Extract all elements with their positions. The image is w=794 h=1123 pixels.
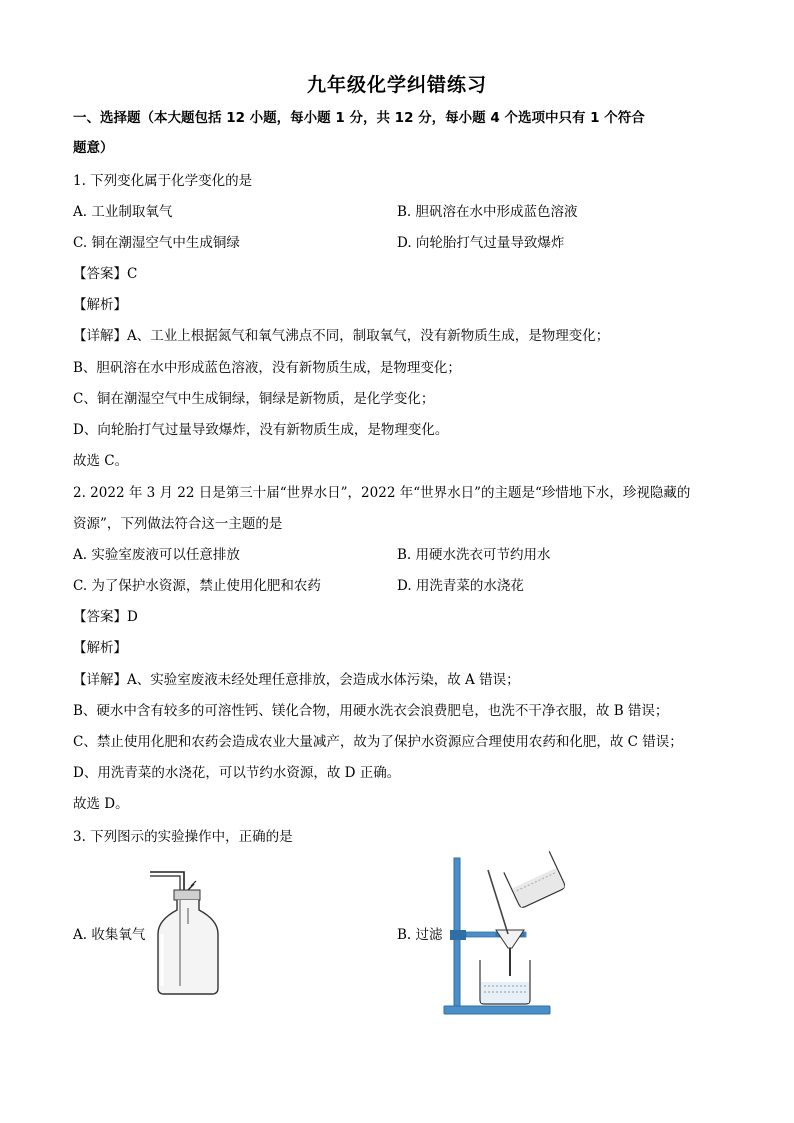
q2-detail-line: C、禁止使用化肥和农药会造成农业大量减产，故为了保护水资源应合理使用农药和化肥，故 C 错误； (73, 734, 683, 750)
q1-option-d: D. 向轮胎打气过量导致爆炸 (397, 235, 565, 251)
q2-answer: 【答案】D (73, 609, 138, 625)
q3-stem: 3. 下列图示的实验操作中，正确的是 (73, 829, 293, 845)
page-title: 九年级化学纠错练习 (306, 74, 487, 96)
q1-stem: 1. 下列变化属于化学变化的是 (73, 173, 253, 189)
q2-detail-line: B、硬水中含有较多的可溶性钙、镁化合物，用硬水洗衣会浪费肥皂，也洗不干净衣服，故 B 错误； (73, 703, 669, 719)
q3-option-a: A. 收集氧气 (73, 927, 146, 943)
q2-option-b: B. 用硬水洗衣可节约用水 (397, 547, 551, 563)
q1-detail-line: B、胆矾溶在水中形成蓝色溶液，没有新物质生成，是物理变化； (73, 360, 461, 376)
filtration-apparatus-figure (440, 850, 565, 1020)
q2-conclusion: 故选 D。 (73, 796, 129, 812)
q1-detail-line: 【详解】A、工业上根据氮气和氧气沸点不同，制取氧气，没有新物质生成，是物理变化； (73, 328, 610, 344)
q2-detail-line: 【详解】A、实验室废液未经处理任意排放，会造成水体污染，故 A 错误； (73, 672, 520, 688)
q2-detail-line: D、用洗青菜的水浇花，可以节约水资源，故 D 正确。 (73, 765, 401, 781)
q3-option-b: B. 过滤 (397, 927, 443, 943)
q2-option-c: C. 为了保护水资源，禁止使用化肥和农药 (73, 578, 321, 594)
q2-stem-line2: 资源”，下列做法符合这一主题的是 (73, 516, 283, 532)
q1-analysis-label: 【解析】 (73, 297, 127, 313)
section-heading-line1: 一、选择题（本大题包括 12 小题，每小题 1 分，共 12 分，每小题 4 个选项中只有 1 个符合 (73, 110, 645, 126)
gas-collection-bottle-figure (144, 868, 224, 998)
q1-detail-line: D、向轮胎打气过量导致爆炸，没有新物质生成，是物理变化。 (73, 422, 449, 438)
q1-option-b: B. 胆矾溶在水中形成蓝色溶液 (397, 204, 578, 220)
q2-option-d: D. 用洗青菜的水浇花 (397, 578, 524, 594)
q1-answer: 【答案】C (73, 266, 138, 282)
q1-detail-line: C、铜在潮湿空气中生成铜绿，铜绿是新物质，是化学变化； (73, 391, 435, 407)
q1-option-a: A. 工业制取氧气 (73, 204, 173, 220)
q1-conclusion: 故选 C。 (73, 453, 129, 469)
q2-analysis-label: 【解析】 (73, 640, 127, 656)
q2-stem-line1: 2. 2022 年 3 月 22 日是第三十届“世界水日”，2022 年“世界水日”的主题是“珍惜地下水，珍视隐藏的 (73, 485, 691, 501)
section-heading-line2: 题意） (73, 140, 114, 156)
q1-option-c: C. 铜在潮湿空气中生成铜绿 (73, 235, 240, 251)
q2-option-a: A. 实验室废液可以任意排放 (73, 547, 240, 563)
